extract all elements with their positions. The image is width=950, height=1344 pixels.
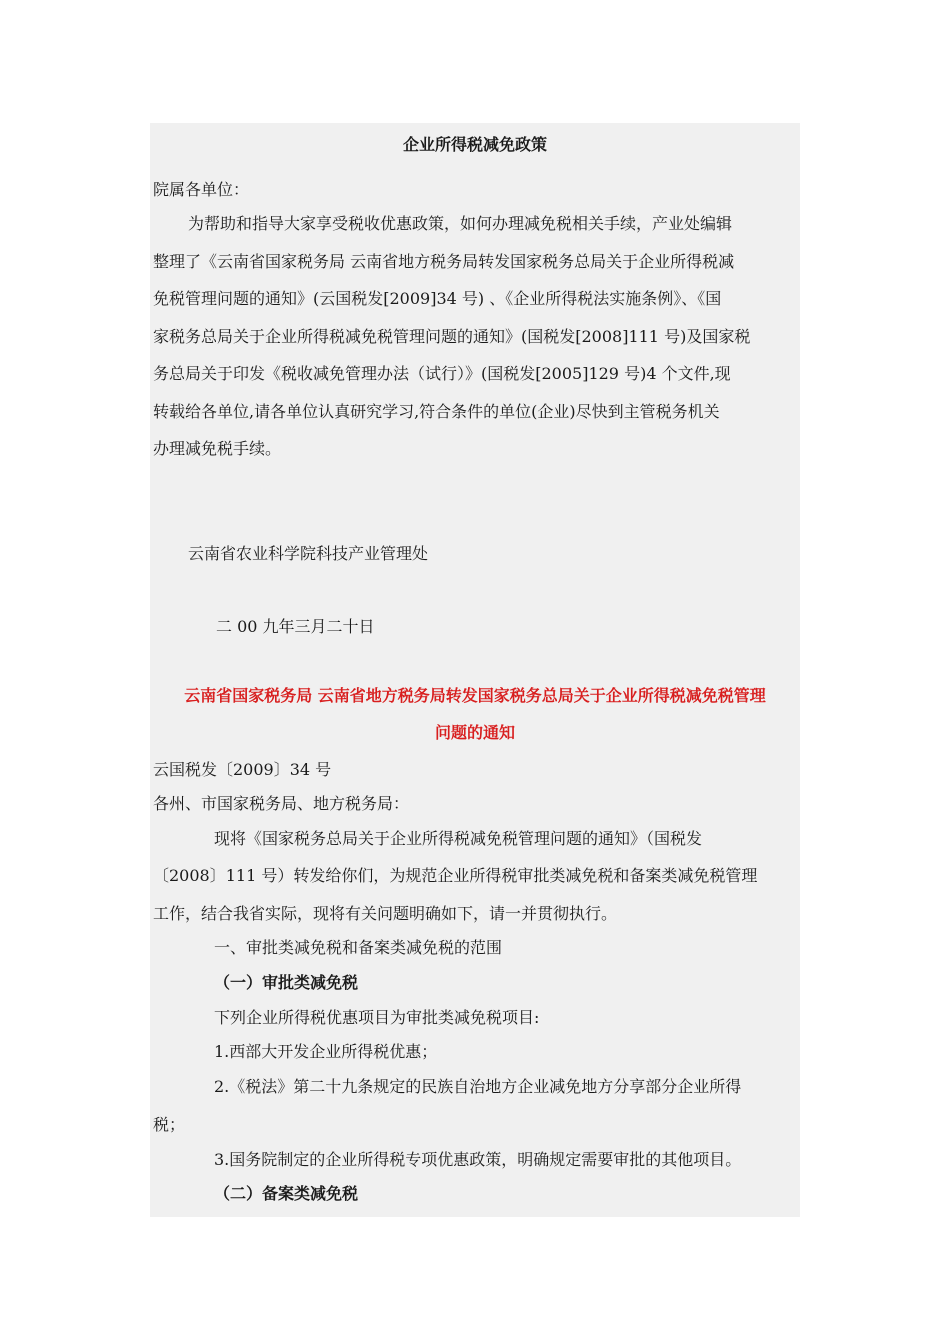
list-item: 2.《税法》第二十九条规定的民族自治地方企业减免地方分享部分企业所得 [214,1077,742,1096]
doc-number: 云国税发〔2009〕34 号 [153,760,332,779]
document-page [150,123,800,1217]
list-intro: 下列企业所得税优惠项目为审批类减免税项目: [214,1008,540,1027]
salutation: 院属各单位： [153,180,250,199]
date: 二 00 九年三月二十日 [216,617,375,636]
intro-line: 家税务总局关于企业所得税减免税管理问题的通知》(国税发[2008]111 号)及国家税 [153,327,751,346]
intro-line: 转载给各单位,请各单位认真研究学习,符合条件的单位(企业)尽快到主管税务机关 [153,402,720,421]
body-line: 〔2008〕111 号）转发给你们，为规范企业所得税审批类减免税和备案类减免税管理 [153,866,758,885]
intro-line: 务总局关于印发《税收减免管理办法（试行）》(国税发[2005]129 号)4 个文件,现 [153,364,731,383]
notice-title: 问题的通知 [434,723,515,742]
section-heading: 一、审批类减免税和备案类减免税的范围 [214,938,503,957]
recipients: 各州、市国家税务局、地方税务局： [153,794,410,813]
list-item: 1.西部大开发企业所得税优惠； [214,1042,438,1061]
subsection-heading: （一）审批类减免税 [214,973,359,992]
body-line: 现将《国家税务总局关于企业所得税减免税管理问题的通知》（国税发 [214,829,703,848]
intro-line: 办理减免税手续。 [153,439,282,458]
list-item: 3.国务院制定的企业所得税专项优惠政策，明确规定需要审批的其他项目。 [214,1150,742,1169]
doc-title: 企业所得税减免政策 [402,135,547,154]
intro-line: 整理了《云南省国家税务局 云南省地方税务局转发国家税务总局关于企业所得税减 [153,252,735,271]
body-line: 工作，结合我省实际，现将有关问题明确如下，请一并贯彻执行。 [153,904,618,923]
intro-line: 为帮助和指导大家享受税收优惠政策，如何办理减免税相关手续，产业处编辑 [188,214,733,233]
signature: 云南省农业科学院科技产业管理处 [188,544,429,563]
list-item: 税； [153,1115,186,1134]
intro-line: 免税管理问题的通知》(云国税发[2009]34 号) 、《企业所得税法实施条例》、《国 [153,289,722,308]
subsection-heading: （二）备案类减免税 [214,1184,359,1203]
notice-title: 云南省国家税务局 云南省地方税务局转发国家税务总局关于企业所得税减免税管理 [184,686,766,705]
